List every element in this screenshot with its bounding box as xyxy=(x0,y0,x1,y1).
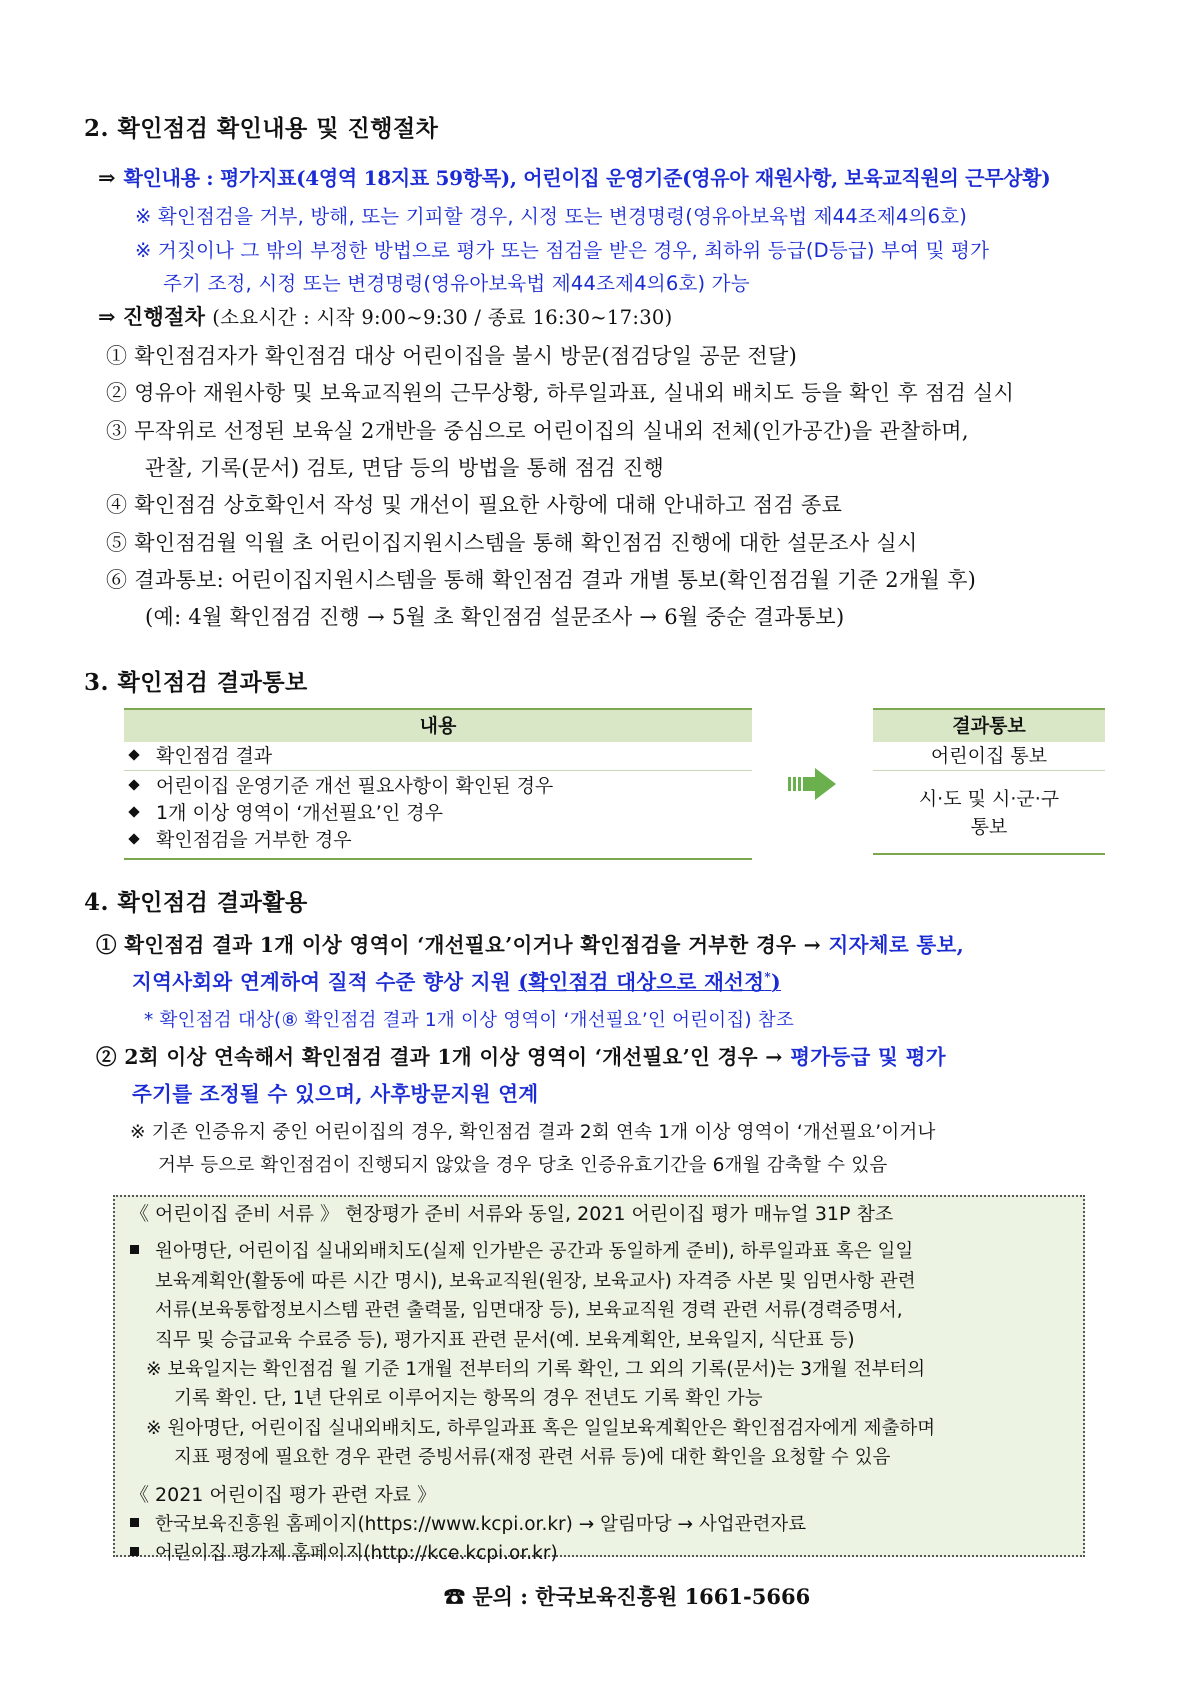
step-6: ⑥ 결과통보: 어린이집지원시스템을 통해 확인점검 결과 개별 통보(확인점검월 기준 2개월 후) xyxy=(106,568,977,592)
section3-heading: 3. 확인점검 결과통보 xyxy=(84,669,308,696)
link-kce[interactable]: 어린이집 평가제 홈페이지(http://kce.kcpi.or.kr) xyxy=(155,1543,558,1564)
step-6-example: (예: 4월 확인점검 진행 → 5월 초 확인점검 설문조사 → 6월 중순 결과통보) xyxy=(145,605,845,629)
item1-reselect xyxy=(518,970,781,994)
step-4: ④ 확인점검 상호확인서 작성 및 개선이 필요한 사항에 대해 안내하고 점검 종료 xyxy=(106,493,843,517)
process-time: (소요시간 : 시작 9:00~9:30 / 종료 16:30~17:30) xyxy=(212,306,673,329)
result-content-table xyxy=(124,708,752,860)
square-bullet-icon xyxy=(130,1245,139,1254)
usage-item-2 xyxy=(96,1040,946,1070)
contact-line xyxy=(444,1581,810,1611)
diamond-bullet-icon xyxy=(128,806,139,817)
item2-blue: 평가등급 및 평가 xyxy=(790,1045,946,1069)
usage-item-1 xyxy=(96,928,964,958)
para-line: 원아명단, 어린이집 실내외배치도(실제 인가받은 공간과 동일하게 준비), 하루일과표 혹은 일일 xyxy=(155,1241,914,1262)
item1-line2-text: 지역사회와 연계하여 질적 수준 향상 지원 xyxy=(132,970,511,994)
link-kcpi[interactable]: 한국보육진흥원 홈페이지(https://www.kcpi.or.kr) → 알림마당 → 사업관련자료 xyxy=(155,1514,807,1535)
notify-daycare: 어린이집 통보 xyxy=(873,742,1105,771)
item2-prefix: ② 2회 이상 연속해서 확인점검 결과 1개 이상 영역이 ‘개선필요’인 경우 → xyxy=(96,1045,783,1069)
section4-heading: 4. 확인점검 결과활용 xyxy=(84,889,308,916)
row-text: 확인점검 결과 xyxy=(156,745,273,767)
notify-government xyxy=(873,771,1105,855)
step-5: ⑤ 확인점검월 익월 초 어린이집지원시스템을 통해 확인점검 진행에 대한 설문조사 실시 xyxy=(106,531,918,555)
table-header-content: 내용 xyxy=(124,708,752,742)
usage-item-2-note-line2: 거부 등으로 확인점검이 진행되지 않았을 경우 당초 인증유효기간을 6개월 감축할 수 있음 xyxy=(158,1155,888,1176)
box-paragraph xyxy=(128,1237,916,1355)
row-text: 1개 이상 영역이 ‘개선필요’인 경우 xyxy=(156,802,443,824)
note2-line1: ※ 원아명단, 어린이집 실내외배치도, 하루일과표 혹은 일일보육계획안은 확인점검자에게 제출하며 xyxy=(146,1418,936,1439)
item1-prefix: ① 확인점검 결과 1개 이상 영역이 ‘개선필요’이거나 확인점검을 거부한 경우 → xyxy=(96,933,822,957)
usage-item-1-note: * 확인점검 대상(⑧ 확인점검 결과 1개 이상 영역이 ‘개선필요’인 어린이집) 참조 xyxy=(144,1010,795,1031)
section2-heading: 2. 확인점검 확인내용 및 진행절차 xyxy=(84,115,439,142)
table-header-notify: 결과통보 xyxy=(873,708,1105,742)
row-text: 확인점검을 거부한 경우 xyxy=(156,829,352,851)
note-false-line2: 주기 조정, 시정 또는 변경명령(영유아보육법 제44조제4의6호) 가능 xyxy=(163,272,750,295)
box-links xyxy=(128,1510,806,1568)
note2-line2: 지표 평정에 필요한 경우 관련 증빙서류(재정 관련 서류 등)에 대한 확인을 요청할 수 있음 xyxy=(174,1447,891,1468)
diamond-bullet-icon xyxy=(128,749,139,760)
square-bullet-icon xyxy=(130,1547,139,1556)
process-line xyxy=(98,301,673,331)
diamond-bullet-icon xyxy=(128,833,139,844)
note-refusal: ※ 확인점검을 거부, 방해, 또는 기피할 경우, 시정 또는 변경명령(영유아보육법 제44조제4의6호) xyxy=(135,205,968,228)
note1-line1: ※ 보육일지는 확인점검 월 기준 1개월 전부터의 기록 확인, 그 외의 기록(문서)는 3개월 전부터의 xyxy=(146,1359,926,1380)
step-3: ③ 무작위로 선정된 보육실 2개반을 중심으로 어린이집의 실내외 전체(인가공간)을 관찰하며, xyxy=(106,419,969,443)
usage-item-1-line2 xyxy=(132,965,781,995)
result-notify-table xyxy=(873,708,1105,855)
step-1: ① 확인점검자가 확인점검 대상 어린이집을 불시 방문(점검당일 공문 전달) xyxy=(106,344,798,368)
box-title-2: 《 2021 어린이집 평가 관련 자료 》 xyxy=(130,1484,437,1506)
footnote-mark: * xyxy=(764,970,771,985)
usage-item-2-line2: 주기를 조정될 수 있으며, 사후방문지원 연계 xyxy=(132,1082,539,1106)
content-text: 확인내용 : 평가지표(4영역 18지표 59항목), 어린이집 운영기준(영유아 재원사항, 보육교직원의 근무상황) xyxy=(123,166,1051,190)
right-arrow-icon xyxy=(788,766,838,802)
table-row xyxy=(124,771,752,860)
note1-line2: 기록 확인. 단, 1년 단위로 이루어지는 항목의 경우 전년도 기록 확인 가능 xyxy=(174,1388,763,1409)
reselect-text: (확인점검 대상으로 재선정 xyxy=(518,970,765,994)
box-note-1 xyxy=(146,1355,925,1413)
box-note-2 xyxy=(146,1414,935,1472)
arrow-icon: ⇒ xyxy=(98,165,116,190)
notify-gov-line1: 시·도 및 시·군·구 xyxy=(918,788,1060,810)
square-bullet-icon xyxy=(130,1518,139,1527)
para-line: 직무 및 승급교육 수료증 등), 평가지표 관련 문서(예. 보육계획안, 보육일지, 식단표 등) xyxy=(155,1329,855,1351)
para-line: 서류(보육통합정보시스템 관련 출력물, 임면대장 등), 보육교직원 경력 관련 서류(경력증명서, xyxy=(155,1300,903,1321)
diamond-bullet-icon xyxy=(128,779,139,790)
step-2: ② 영유아 재원사항 및 보육교직원의 근무상황, 하루일과표, 실내외 배치도 등을 확인 후 점검 실시 xyxy=(106,381,1015,405)
item1-blue: 지자체로 통보, xyxy=(828,933,965,957)
arrow-icon: ⇒ xyxy=(98,304,116,329)
usage-item-2-note-line1: ※ 기존 인증유지 중인 어린이집의 경우, 확인점검 결과 2회 연속 1개 이상 영역이 ‘개선필요’이거나 xyxy=(130,1122,936,1143)
contact-text: 문의 : 한국보육진흥원 1661-5666 xyxy=(472,1584,811,1609)
row-text: 어린이집 운영기준 개선 필요사항이 확인된 경우 xyxy=(156,775,554,797)
step-3-cont: 관찰, 기록(문서) 검토, 면담 등의 방법을 통해 점검 진행 xyxy=(145,456,665,480)
phone-icon: ☎ xyxy=(444,1584,465,1609)
box-title: 《 어린이집 준비 서류 》 현장평가 준비 서류와 동일, 2021 어린이집 평가 매뉴얼 31P 참조 xyxy=(130,1203,894,1225)
notify-gov-line2: 통보 xyxy=(970,816,1008,838)
table-row xyxy=(124,742,752,771)
note-false-line1: ※ 거짓이나 그 밖의 부정한 방법으로 평가 또는 점검을 받은 경우, 최하위 등급(D등급) 부여 및 평가 xyxy=(135,239,990,262)
content-line xyxy=(98,162,1050,191)
para-line: 보육계획안(활동에 따른 시간 명시), 보육교직원(원장, 보육교사) 자격증 사본 및 임면사항 관련 xyxy=(155,1270,916,1292)
process-label: 진행절차 xyxy=(122,304,206,329)
reselect-close: ) xyxy=(770,970,781,994)
